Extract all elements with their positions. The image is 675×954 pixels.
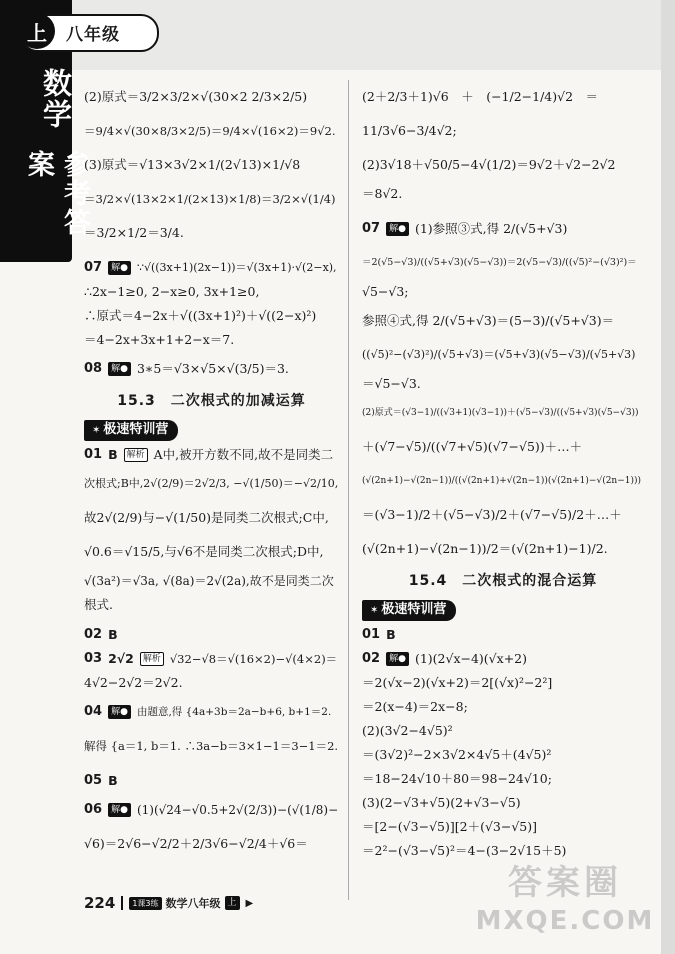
answer-choice: B	[108, 447, 118, 462]
solution-line: (2)原式＝3/2×3/2×√(30×2 2/3×2/5)	[84, 89, 308, 104]
question-number: 01	[362, 627, 381, 642]
question-05	[84, 769, 339, 793]
solution-icon: 解●	[386, 652, 409, 666]
solution-line: ＝√5−√3.	[362, 376, 421, 391]
solution-line: ＝18−24√10＋80＝98−24√10;	[362, 771, 552, 786]
page-edge	[661, 0, 675, 954]
question-number: 08	[84, 361, 103, 376]
page-number: 224	[84, 894, 116, 912]
question-02: 02 解● (1)(2√x−4)(√x+2)	[362, 651, 528, 666]
solution-icon: 解●	[108, 261, 131, 275]
question-number: 01	[84, 447, 103, 462]
right-column	[362, 80, 644, 863]
solution-line: (2＋2/3＋1)√6 ＋ (−1/2−1/4)√2 ＝	[362, 89, 599, 104]
question-06: 06 解● (1)(√24−√0.5+2√(2/3))−(√(1/8)−	[84, 802, 339, 817]
question-07: 07 解● ∵√((3x+1)(2x−1))＝√(3x+1)·√(2−x),	[84, 260, 337, 275]
question-01	[362, 623, 644, 647]
analysis-tag: 解析	[140, 652, 164, 666]
question-number: 07	[362, 221, 381, 236]
term-mark: 上	[225, 896, 240, 910]
solution-icon: 解●	[386, 222, 409, 236]
solution-line: (2)(3√2−4√5)²	[362, 723, 453, 738]
solution-line: 解得 {a＝1, b＝1. ∴3a−b＝3×1−1＝3−1＝2.	[84, 739, 339, 753]
solution-line: √(3a²)＝√3a, √(8a)＝2√(2a),故不是同类二次	[84, 574, 334, 588]
play-arrow-icon: ▶	[245, 897, 254, 909]
solution-line: 次根式;B中,2√(2/9)＝2√2/3, −√(1/50)＝−√2/10,	[84, 477, 339, 490]
solution-icon: 解●	[108, 362, 131, 376]
solution-line: √6)＝2√6−√2/2＋2/3√6−√2/4＋√6＝	[84, 836, 308, 851]
solution-line: ∴原式＝4−2x＋√((3x+1)²)＋√((2−x)²)	[84, 308, 317, 323]
question-number: 02	[84, 627, 103, 642]
question-number: 07	[84, 260, 103, 275]
answer-choice: B	[108, 627, 118, 642]
solution-line: ＝3/2×√(13×2×1/(2×13)×1/8)＝3/2×√(1/4)	[84, 192, 336, 206]
solution-line: 参照④式,得 2/(√5+√3)＝(5−3)/(√5+√3)＝	[362, 313, 615, 328]
solution-line: ＝[2−(√3−√5)][2＋(√3−√5)]	[362, 819, 538, 834]
side-label: 参考答案	[23, 150, 90, 237]
brand-logo: 1课3练	[129, 897, 161, 910]
question-02	[84, 623, 339, 647]
footer-bar	[121, 896, 123, 910]
training-banner: ✶ 极速特训营	[84, 420, 178, 441]
question-08: 08 解● 3∗5＝√3×√5×√(3/5)＝3.	[84, 361, 289, 376]
question-number: 03	[84, 651, 103, 666]
grade-badge	[20, 14, 159, 52]
solution-line: ＝9/4×√(30×8/3×2/5)＝9/4×√(16×2)＝9√2.	[84, 124, 336, 138]
solution-line: ＝2(√x−2)(√x+2)＝2[(√x)²−2²]	[362, 675, 553, 690]
question-number: 06	[84, 802, 103, 817]
solution-line: 11/3√6−3/4√2;	[362, 123, 457, 138]
solution-line: ∴2x−1≥0, 2−x≥0, 3x+1≥0,	[84, 284, 260, 299]
solution-line: ＝(3√2)²−2×3√2×4√5＋(4√5)²	[362, 747, 552, 762]
solution-line: 故2√(2/9)与−√(1/50)是同类二次根式;C中,	[84, 510, 329, 525]
watermark-text: 答案圈	[508, 863, 622, 903]
watermark-url: MXQE.COM	[475, 906, 655, 936]
term-badge: 上	[19, 13, 55, 49]
solution-line: (√(2n+1)−√(2n−1))/2＝(√(2n+1)−1)/2.	[362, 541, 608, 556]
answer-choice: B	[386, 627, 396, 642]
solution-line: ＝3/2×1/2＝3/4.	[84, 225, 184, 240]
solution-line: ＝2²−(√3−√5)²＝4−(3−2√15＋5)	[362, 843, 567, 858]
solution-line: (2)原式＝(√3−1)/((√3+1)(√3−1))＋(√5−√3)/((√5+√3)(√5−√3))	[362, 408, 639, 418]
analysis-tag: 解析	[124, 448, 148, 462]
grade-label: 八年级	[66, 25, 120, 45]
solution-line: (3)(2−√3+√5)(2+√3−√5)	[362, 795, 521, 810]
section-title: 15.3 二次根式的加减运算	[117, 393, 306, 409]
solution-line: ＝2(x−4)＝2x−8;	[362, 699, 468, 714]
solution-line: ＝4−2x+3x+1+2−x＝7.	[84, 332, 235, 347]
solution-line: ＋(√7−√5)/((√7+√5)(√7−√5))＋…＋	[362, 439, 583, 454]
solution-line: (3)原式＝√13×3√2×1/(2√13)×1/√8	[84, 157, 301, 172]
question-07: 07 解● (1)参照③式,得 2/(√5+√3)	[362, 221, 568, 236]
solution-line: (2)3√18＋√50/5−4√(1/2)＝9√2＋√2−2√2	[362, 157, 616, 172]
solution-line: (√(2n+1)−√(2n−1))/((√(2n+1)+√(2n−1))(√(2n+1)−√(2n−1)))	[362, 476, 642, 486]
solution-line: ＝(√3−1)/2＋(√5−√3)/2＋(√7−√5)/2＋…＋	[362, 507, 622, 522]
question-04: 04 解● 由题意,得 {4a+3b＝2a−b+6, b+1＝2.	[84, 704, 332, 719]
solution-line: 根式.	[84, 597, 113, 612]
book-title: 数学八年级	[165, 897, 221, 910]
left-column	[84, 80, 339, 861]
solution-line: √0.6＝√15/5,与√6不是同类二次根式;D中,	[84, 544, 324, 559]
watermark	[470, 860, 660, 950]
column-divider	[348, 80, 349, 900]
page-footer	[84, 893, 253, 913]
answer-value: 2√2	[108, 651, 134, 666]
training-banner: ✶ 极速特训营	[362, 600, 456, 621]
solution-line: √5−√3;	[362, 284, 409, 299]
solution-line: ＝8√2.	[362, 186, 403, 201]
solution-line: 4√2−2√2＝2√2.	[84, 675, 183, 690]
question-number: 04	[84, 704, 103, 719]
answer-choice: B	[108, 773, 118, 788]
question-01: 01 B 解析 A中,被开方数不同,故不是同类二	[84, 447, 334, 462]
solution-line: ((√5)²−(√3)²)/(√5+√3)＝(√5+√3)(√5−√3)/(√5+√3)	[362, 348, 636, 361]
question-number: 02	[362, 651, 381, 666]
side-subject: 数学	[39, 68, 73, 130]
question-03: 03 2√2 解析 √32−√8＝√(16×2)−√(4×2)＝	[84, 651, 338, 666]
question-number: 05	[84, 773, 103, 788]
solution-line: ＝2(√5−√3)/((√5+√3)(√5−√3))＝2(√5−√3)/((√5)²−(√3)²)＝	[362, 257, 637, 268]
solution-icon: 解●	[108, 705, 131, 719]
solution-icon: 解●	[108, 803, 131, 817]
section-title: 15.4 二次根式的混合运算	[408, 573, 598, 589]
